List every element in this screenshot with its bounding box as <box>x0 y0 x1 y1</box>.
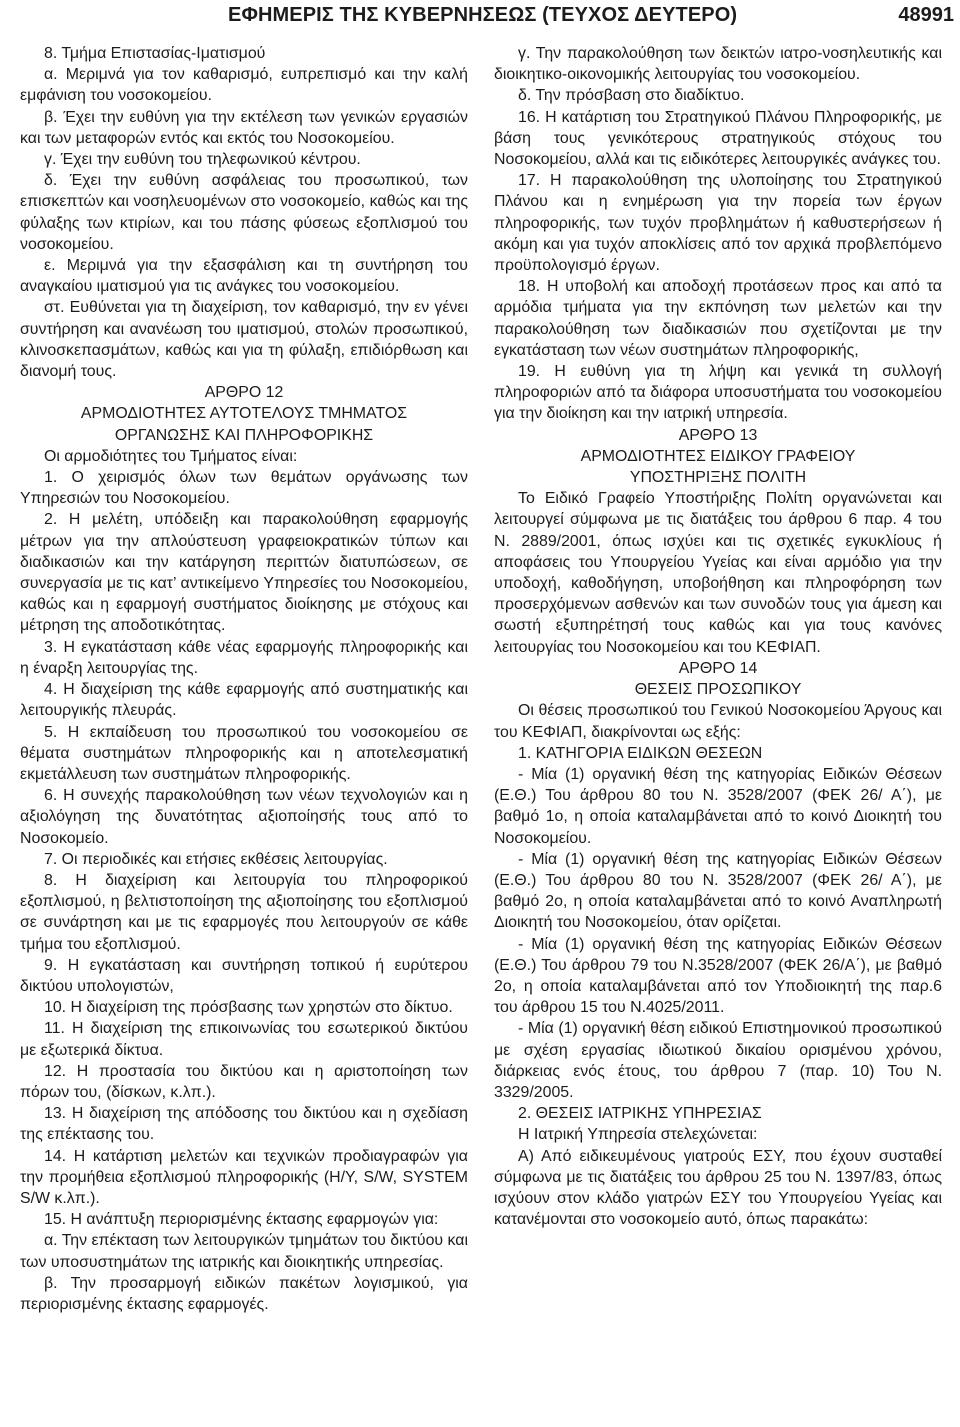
left-column-paragraph: δ. Έχει την ευθύνη ασφάλειας του προσωπικού, των επισκεπτών και νοσηλευομένων στο νοσοκομείο, καθώς και της φύλαξης των κτιρίων, και του πάσης φύσεως εξοπλισμού του νοσοκομείου. <box>20 172 468 253</box>
left-column-paragraph: α. Μεριμνά για τον καθαρισμό, ευπρεπισμό και την καλή εμφάνιση του νοσοκομείου. <box>20 66 468 105</box>
left-column-paragraph: α. Την επέκταση των λειτουργικών τμημάτων του δικτύου και των υποσυστημάτων της ιατρικής και διοικητικής υπηρεσίας. <box>20 1232 468 1271</box>
left-column-paragraph: 7. Οι περιοδικές και ετήσιες εκθέσεις λειτουργίας. <box>44 850 388 868</box>
left-column-paragraph: 4. Η διαχείριση της κάθε εφαρμογής από συστηματικής και λειτουργικής πλευράς. <box>20 681 468 720</box>
left-column-heading: ΑΡΜΟΔΙΟΤΗΤΕΣ ΑΥΤΟΤΕΛΟΥΣ ΤΜΗΜΑΤΟΣ <box>80 405 408 423</box>
page-number: 48991 <box>898 4 954 26</box>
left-column-paragraph: 1. Ο χειρισμός όλων των θεμάτων οργάνωσης των Υπηρεσιών του Νοσοκομείου. <box>20 469 468 508</box>
right-column-heading: ΑΡΘΡΟ 13 <box>678 426 758 444</box>
right-column-paragraph: γ. Την παρακολούθηση των δεικτών ιατρο-νοσηλευτικής και διοικητικο-οικονομικής λειτουργίας του νοσοκομείου. <box>494 45 942 84</box>
left-column-paragraph: 8. Τμήμα Επιστασίας-Ιματισμού <box>44 45 266 62</box>
left-column-paragraph: γ. Έχει την ευθύνη του τηλεφωνικού κέντρου. <box>44 151 361 169</box>
left-column-heading: ΑΡΘΡΟ 12 <box>204 384 284 402</box>
left-column-paragraph: 11. Η διαχείριση της επικοινωνίας του εσωτερικού δικτύου με εξωτερικά δίκτυα. <box>20 1020 468 1059</box>
right-column-paragraph: Οι θέσεις προσωπικού του Γενικού Νοσοκομείου Άργους και του ΚΕΦΙΑΠ, διακρίνονται ως εξής: <box>494 702 942 741</box>
left-column-paragraph: 15. Η ανάπτυξη περιορισμένης έκτασης εφαρμογών για: <box>44 1211 439 1229</box>
left-column-paragraph: 5. Η εκπαίδευση του προσωπικού του νοσοκομείου σε θέματα συστημάτων πληροφορικής και η αποτελεσματική εκμετάλλευση των συστημάτων πληροφορικής. <box>20 723 468 783</box>
right-column-heading: ΑΡΜΟΔΙΟΤΗΤΕΣ ΕΙΔΙΚΟΥ ΓΡΑΦΕΙΟΥ <box>580 447 856 465</box>
left-column-paragraph: 12. Η προστασία του δικτύου και η αριστοποίηση των πόρων του, (δίσκων, κ.λπ.). <box>20 1062 468 1101</box>
right-column-paragraph: 16. Η κατάρτιση του Στρατηγικού Πλάνου Πληροφορικής, με βάση τους γενικότερους στρατηγικούς στόχους του Νοσοκομείου, αλλά και τις ειδικότερες λειτουργικές ανάγκες του. <box>494 108 942 169</box>
right-column-paragraph: 2. ΘΕΣΕΙΣ ΙΑΤΡΙΚΗΣ ΥΠΗΡΕΣΙΑΣ <box>518 1105 762 1123</box>
right-column-paragraph: - Μία (1) οργανική θέση της κατηγορίας Ειδικών Θέσεων (Ε.Θ.) Του άρθρου 80 του Ν. 3528/2007 (ΦΕΚ 26/ Α΄), με βαθμό 2ο, η οποία καταλαμβάνεται από το κοινό Αναπληρωτή Διοικητή του Νοσοκομείου, όταν ορίζεται. <box>494 850 942 932</box>
right-column-paragraph: Το Ειδικό Γραφείο Υποστήριξης Πολίτη οργανώνεται και λειτουργεί σύμφωνα με τις διατάξεις του άρθρου 6 παρ. 4 του Ν. 2889/2001, όπως ισχύει και τις σχετικές εγκυκλίους ή αποφάσεις του Υπουργείου Υγείας και είναι αρμόδιο για την υποδοχή, καθοδήγηση, υποβοήθηση και πληροφόρηση των προσερχόμενων ασθενών και των συνοδών τους για άμεση και σωστή εξυπηρέτησή τους καθώς και για τους κανόνες λειτουργίας του Νοσοκομείου και του ΚΕΦΙΑΠ. <box>494 490 942 656</box>
right-column-paragraph: - Μία (1) οργανική θέση της κατηγορίας Ειδικών Θέσεων (Ε.Θ.) Του άρθρου 80 του Ν. 3528/2007 (ΦΕΚ 26/ Α΄), με βαθμό 1ο, η οποία καταλαμβάνεται από το κοινό Διοικητή του Νοσοκομείου. <box>494 765 942 847</box>
right-column-paragraph: 19. Η ευθύνη για τη λήψη και γενικά τη συλλογή πληροφοριών από τα διάφορα υποσυστήματα του νοσοκομείου για την διοίκηση και την ιατρική υπηρεσία. <box>494 363 942 423</box>
right-column-paragraph: - Μία (1) οργανική θέση της κατηγορίας Ειδικών Θέσεων (Ε.Θ.) Του άρθρου 79 του Ν.3528/2007 (ΦΕΚ 26/Α΄), με βαθμό 2ο, η οποία καταλαμβάνεται από τον Υποδιοικητή της παρ.6 του άρθρου 15 του Ν.4025/2011. <box>494 935 942 1017</box>
left-column-paragraph: 8. Η διαχείριση και λειτουργία του πληροφορικού εξοπλισμού, η βελτιστοποίηση της αξιοποίησης του εξοπλισμού σε συνάρτηση και με τις εφαρμογές που λειτουργούν σε κάθε τμήμα του εξοπλισμού. <box>20 871 468 953</box>
left-column-paragraph: 3. Η εγκατάσταση κάθε νέας εφαρμογής πληροφορικής και η έναρξη λειτουργίας της. <box>20 638 468 677</box>
left-column-paragraph: 2. Η μελέτη, υπόδειξη και παρακολούθηση εφαρμογής μέτρων για την απλούστευση γραφειοκρατικών τύπων και διαδικασιών και την κατάργηση περιττών διατυπώσεων, σε συνεργασία με τις κατ’ αντικείμενο Υπηρεσίες του Νοσοκομείου, καθώς και η εφαρμογή συστήματος διοίκησης με στόχους και μέτρηση της αποδοτικότητας. <box>20 511 468 635</box>
left-column <box>20 43 468 1423</box>
right-column-paragraph: - Μία (1) οργανική θέση ειδικού Επιστημονικού προσωπικού με σχέση εργασίας ιδιωτικού δικαίου ορισμένου χρόνου, διάρκειας ενός έτους, του άρθρου 7 (παρ. 10) Του Ν. 3329/2005. <box>494 1020 942 1101</box>
right-column-paragraph: 18. Η υποβολή και αποδοχή προτάσεων προς και από τα αρμόδια τμήματα για την εκπόνηση των μελετών και την παρακολούθηση των διαδικασιών που σχετίζονται με την εγκατάσταση των νέων συστημάτων πληροφορικής, <box>494 278 942 359</box>
right-column-heading: ΥΠΟΣΤΗΡΙΞΗΣ ΠΟΛΙΤΗ <box>629 469 807 487</box>
left-column-paragraph: 6. Η συνεχής παρακολούθηση των νέων τεχνολογιών και η αξιολόγηση της δυνατότητας αξιοποίησής τους από το Νοσοκομείο. <box>20 787 468 847</box>
right-column-heading: ΑΡΘΡΟ 14 <box>678 659 758 677</box>
page-header <box>0 0 960 42</box>
left-column-paragraph: β. Έχει την ευθύνη για την εκτέλεση των γενικών εργασιών και των μεταφορών εντός και εκτός του Νοσοκομείου. <box>20 108 468 147</box>
gazette-title: ΕΦΗΜΕΡΙΣ ΤΗΣ ΚΥΒΕΡΝΗΣΕΩΣ (ΤΕΥΧΟΣ ΔΕΥΤΕΡΟ) <box>228 4 738 26</box>
left-column-paragraph: Οι αρμοδιότητες του Τμήματος είναι: <box>44 447 298 465</box>
right-column-heading: ΘΕΣΕΙΣ ΠΡΟΣΩΠΙΚΟΥ <box>634 681 802 699</box>
right-column-paragraph: 17. Η παρακολούθηση της υλοποίησης του Στρατηγικού Πλάνου και η ενημέρωση για την πορεία των έργων πληροφορικής, των τυχόν προβλημάτων ή καθυστερήσεων ή ακόμη και για τυχόν αποκλίσεις από τον αρχικά προβλεπόμενο προϋπολογισμό έργων. <box>494 172 942 275</box>
left-column-paragraph: 14. Η κατάρτιση μελετών και τεχνικών προδιαγραφών για την προμήθεια εξοπλισμού πληροφορικής (H/Y, S/W, SYSTEM S/W κ.λπ.). <box>20 1147 468 1207</box>
left-column-paragraph: ε. Μεριμνά για την εξασφάλιση και τη συντήρηση του αναγκαίου ιματισμού για τις ανάγκες του νοσοκομείου. <box>20 257 468 296</box>
left-column-paragraph: 9. Η εγκατάσταση και συντήρηση τοπικού ή ευρύτερου δικτύου υπολογιστών, <box>20 956 468 995</box>
left-column-paragraph: 10. Η διαχείριση της πρόσβασης των χρηστών στο δίκτυο. <box>44 999 453 1017</box>
left-column-paragraph: β. Την προσαρμογή ειδικών πακέτων λογισμικού, για περιορισμένης έκτασης εφαρμογές. <box>20 1274 468 1313</box>
left-column-paragraph: 13. Η διαχείριση της απόδοσης του δικτύου και η σχεδίαση της επέκτασης του. <box>20 1105 468 1144</box>
right-column-paragraph: 1. ΚΑΤΗΓΟΡΙΑ ΕΙΔΙΚΩΝ ΘΕΣΕΩΝ <box>518 744 763 762</box>
right-column-paragraph: δ. Την πρόσβαση στο διαδίκτυο. <box>518 87 745 105</box>
right-column-paragraph: Η Ιατρική Υπηρεσία στελεχώνεται: <box>518 1126 758 1144</box>
right-column-paragraph: Α) Από ειδικευμένους γιατρούς ΕΣΥ, που έχουν συσταθεί σύμφωνα με τις διατάξεις του άρθρου 25 του Ν. 1397/83, όπως ισχύουν στον κλάδο γιατρών ΕΣΥ του Υπουργείου Υγείας και κατανέμονται στο νοσοκομείο αυτό, όπως παρακάτω: <box>494 1147 942 1229</box>
left-column-heading: ΟΡΓΑΝΩΣΗΣ ΚΑΙ ΠΛΗΡΟΦΟΡΙΚΗΣ <box>114 426 374 444</box>
right-column <box>494 43 942 1423</box>
left-column-paragraph: στ. Ευθύνεται για τη διαχείριση, τον καθαρισμό, την εν γένει συντήρηση και ανανέωση του ιματισμού, στολών προσωπικού, κλινοσκεπασμάτων, καθώς και για τη φύλαξη, επιδιόρθωση και διανομή τους. <box>20 299 468 381</box>
